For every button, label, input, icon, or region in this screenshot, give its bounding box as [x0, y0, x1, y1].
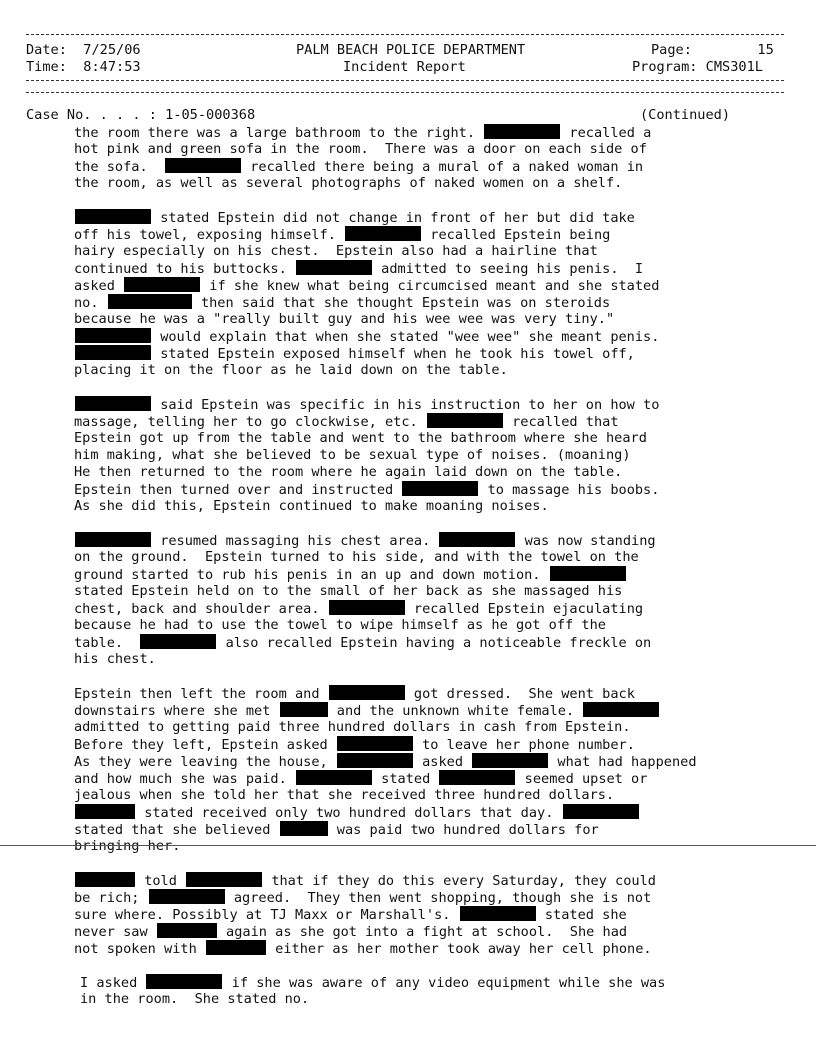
text-seg: downstairs where she met: [74, 703, 271, 719]
text-seg: asked: [422, 754, 464, 770]
department-name: PALM BEACH POLICE DEPARTMENT: [296, 42, 526, 58]
text-line: [26, 141, 806, 158]
text-seg: him making, what she believed to be sexual type of noises. (moaning): [74, 447, 631, 463]
text-seg: what had happened: [557, 754, 697, 770]
redaction-block: [427, 413, 503, 428]
time-value: 8:47:53: [83, 59, 141, 75]
text-line: [26, 260, 806, 277]
text-line: [26, 821, 806, 838]
text-seg: stated that she believed: [74, 822, 271, 838]
text-line: [26, 889, 806, 906]
text-line: [26, 328, 806, 345]
redaction-block: [165, 158, 241, 173]
redaction-block: [75, 209, 151, 224]
text-seg: bringing her.: [74, 838, 181, 854]
text-seg: because he was a "really built guy and his wee wee was very tiny.": [74, 311, 615, 327]
redaction-block: [337, 753, 413, 768]
text-line: [26, 770, 806, 787]
text-seg: chest, back and shoulder area.: [74, 601, 320, 617]
text-line: [26, 838, 806, 855]
text-seg: was paid two hundred dollars for: [336, 822, 599, 838]
redaction-block: [329, 600, 405, 615]
redaction-block: [108, 294, 192, 309]
text-seg: sure where. Possibly at TJ Maxx or Marshall's.: [74, 907, 451, 923]
text-seg: table.: [74, 635, 124, 651]
page-number: 15: [757, 42, 774, 58]
text-seg: He then returned to the room where he again laid down on the table.: [74, 464, 623, 480]
redaction-block: [157, 923, 217, 938]
text-line: [26, 243, 806, 260]
text-seg: recalled Epstein ejaculating: [413, 601, 644, 617]
text-seg: either as her mother took away her cell phone.: [275, 941, 652, 957]
redaction-block: [149, 889, 225, 904]
text-line: [26, 362, 806, 379]
redaction-block: [140, 634, 216, 649]
redaction-block: [296, 260, 372, 275]
text-seg: stated: [381, 771, 431, 787]
scan-artifact-line: [0, 845, 816, 846]
report-body: [26, 107, 806, 1008]
text-seg: stated Epstein held on to the small of her back as she massaged his: [74, 583, 623, 599]
redaction-block: [402, 481, 478, 496]
redaction-block: [75, 532, 151, 547]
text-line: [26, 600, 806, 617]
text-seg: got dressed. She went back: [413, 686, 635, 702]
redaction-block: [484, 124, 560, 139]
text-seg: admitted to getting paid three hundred dollars in cash from Epstein.: [74, 719, 631, 735]
text-line: [26, 447, 806, 464]
text-line: [26, 923, 806, 940]
text-seg: recalled that: [512, 414, 619, 430]
text-line: [26, 464, 806, 481]
redaction-block: [439, 532, 515, 547]
redaction-block: [439, 770, 515, 785]
redaction-block: [75, 396, 151, 411]
text-seg: admitted to seeing his penis. I: [381, 261, 644, 277]
text-line: [26, 685, 806, 702]
text-seg: because he had to use the towel to wipe himself as he got off the: [74, 617, 606, 633]
text-seg: continued to his buttocks.: [74, 261, 287, 277]
text-line: [26, 226, 806, 243]
redaction-block: [296, 770, 372, 785]
text-seg: also recalled Epstein having a noticeable freckle on: [225, 635, 652, 651]
continued-status: (Continued): [640, 107, 731, 123]
redaction-block: [280, 821, 328, 836]
text-line: [26, 345, 806, 362]
text-seg: the room, as well as several photographs of naked women on a shelf.: [74, 175, 623, 191]
text-seg: resumed massaging his chest area.: [160, 533, 431, 549]
text-seg: not spoken with: [74, 941, 197, 957]
text-seg: the room there was a large bathroom to the right.: [74, 125, 476, 141]
text-seg: stated Epstein exposed himself when he took his towel off,: [160, 346, 635, 362]
text-seg: agreed. They then went shopping, though she is not: [233, 890, 652, 906]
text-seg: and the unknown white female.: [336, 703, 575, 719]
redaction-block: [280, 702, 328, 717]
text-seg: his chest.: [74, 651, 156, 667]
text-seg: jealous when she told her that she received three hundred dollars.: [74, 787, 615, 803]
text-line: [26, 617, 806, 634]
text-seg: on the ground. Epstein turned to his side, and with the towel on the: [74, 549, 639, 565]
header-top-rule: [26, 34, 784, 35]
text-seg: asked: [74, 278, 115, 294]
page-label: Page:: [651, 42, 692, 58]
text-line: [26, 787, 806, 804]
date-label: Date:: [26, 42, 67, 58]
text-seg: As she did this, Epstein continued to make moaning noises.: [74, 498, 549, 514]
report-type: Incident Report: [343, 59, 466, 75]
text-seg: Epstein then turned over and instructed: [74, 482, 394, 498]
text-seg: I asked: [80, 975, 138, 991]
text-seg: Epstein got up from the table and went to the bathroom where she heard: [74, 430, 647, 446]
text-seg: never saw: [74, 924, 148, 940]
case-number-line: [26, 107, 806, 124]
text-line: [26, 940, 806, 957]
text-line: [26, 311, 806, 328]
redaction-block: [583, 702, 659, 717]
text-seg: and how much she was paid.: [74, 771, 287, 787]
redaction-block: [186, 872, 262, 887]
text-seg: recalled there being a mural of a naked woman in: [250, 159, 644, 175]
redaction-block: [550, 566, 626, 581]
text-line: [26, 277, 806, 294]
time-label: Time:: [26, 59, 67, 75]
text-seg: As they were leaving the house,: [74, 754, 328, 770]
text-seg: that if they do this every Saturday, they could: [271, 873, 656, 889]
redaction-block: [337, 736, 413, 751]
text-line: [26, 158, 806, 175]
text-line: [26, 719, 806, 736]
text-seg: said Epstein was specific in his instruction to her on how to: [160, 397, 660, 413]
program-value: CMS301L: [705, 59, 763, 75]
text-line: [26, 974, 806, 991]
text-line: [26, 532, 806, 549]
text-seg: massage, telling her to go clockwise, etc.: [74, 414, 418, 430]
text-seg: Before they left, Epstein asked: [74, 737, 328, 753]
text-line: [26, 753, 806, 770]
text-seg: ground started to rub his penis in an up and down motion.: [74, 567, 541, 583]
text-seg: recalled Epstein being: [430, 227, 611, 243]
case-number: Case No. . . . : 1-05-000368: [26, 107, 256, 123]
redaction-block: [345, 226, 421, 241]
text-seg: no.: [74, 295, 99, 311]
text-line: [26, 481, 806, 498]
redaction-block: [206, 940, 266, 955]
text-seg: be rich;: [74, 890, 140, 906]
time-row: [26, 59, 141, 76]
text-seg: again as she got into a fight at school. She had: [226, 924, 628, 940]
text-seg: was now standing: [524, 533, 656, 549]
text-line: [26, 702, 806, 719]
redaction-block: [75, 345, 151, 360]
page-row: [651, 42, 774, 59]
text-line: [26, 175, 806, 192]
text-line: [26, 549, 806, 566]
text-seg: stated she: [544, 907, 627, 923]
program-row: [632, 59, 763, 76]
text-seg: to leave her phone number.: [422, 737, 635, 753]
text-line: [26, 736, 806, 753]
text-line: [26, 906, 806, 923]
text-line: [26, 651, 806, 668]
text-line: [26, 413, 806, 430]
redaction-block: [472, 753, 548, 768]
redaction-block: [75, 804, 135, 819]
text-seg: seemed upset or: [524, 771, 648, 787]
text-seg: hairy especially on his chest. Epstein also had a hairline that: [74, 243, 598, 259]
text-line: [26, 498, 806, 515]
text-line: [26, 566, 806, 583]
redaction-block: [460, 906, 536, 921]
text-seg: to massage his boobs.: [487, 482, 660, 498]
header-bottom-rule: [26, 80, 784, 81]
redaction-block: [146, 974, 222, 989]
text-line: [26, 209, 806, 226]
date-row: [26, 42, 141, 59]
redaction-block: [329, 685, 405, 700]
date-value: 7/25/06: [83, 42, 141, 58]
text-seg: stated Epstein did not change in front of her but did take: [160, 210, 635, 226]
text-line: [26, 583, 806, 600]
text-seg: Epstein then left the room and: [74, 686, 320, 702]
text-line: [26, 430, 806, 447]
text-seg: hot pink and green sofa in the room. There was a door on each side of: [74, 141, 647, 157]
text-line: [26, 396, 806, 413]
header-bottom-rule-2: [26, 92, 784, 93]
text-seg: stated received only two hundred dollars that day.: [144, 805, 554, 821]
text-line: [26, 804, 806, 821]
text-line: [26, 634, 806, 651]
text-seg: recalled a: [569, 125, 652, 141]
redaction-block: [563, 804, 639, 819]
program-label: Program:: [632, 59, 698, 75]
text-seg: if she knew what being circumcised meant and she stated: [209, 278, 660, 294]
text-line: [26, 991, 806, 1008]
text-seg: if she was aware of any video equipment while she was: [231, 975, 666, 991]
text-seg: the sofa.: [74, 159, 148, 175]
redaction-block: [75, 328, 151, 343]
text-seg: off his towel, exposing himself.: [74, 227, 336, 243]
text-seg: then said that she thought Epstein was on steroids: [200, 295, 611, 311]
text-seg: in the room. She stated no.: [80, 991, 310, 1007]
text-seg: told: [144, 873, 177, 889]
text-line: [26, 294, 806, 311]
text-seg: placing it on the floor as he laid down on the table.: [74, 362, 508, 378]
text-line: [26, 124, 806, 141]
redaction-block: [75, 872, 135, 887]
text-line: [26, 872, 806, 889]
text-seg: would explain that when she stated "wee wee" she meant penis.: [160, 329, 660, 345]
redaction-block: [124, 277, 200, 292]
